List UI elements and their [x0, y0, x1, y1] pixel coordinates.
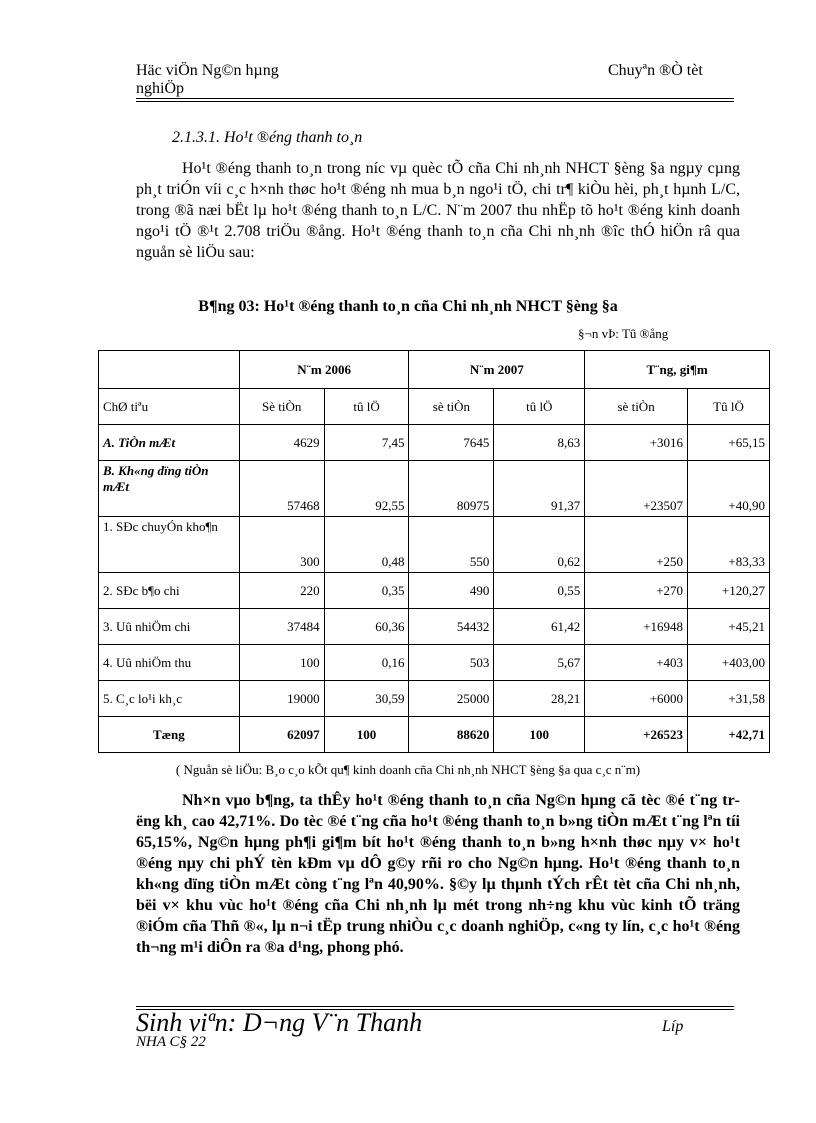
cell-amount-2007: 25000 [409, 681, 494, 717]
table-row [99, 681, 770, 717]
table-row [99, 461, 770, 517]
row-label: 4. Uû nhiÖm thu [99, 645, 240, 681]
cell-ratio-2007: 8,63 [494, 425, 585, 461]
cell-ratio-2007: 5,67 [494, 645, 585, 681]
cell-ratio-change: +65,15 [688, 425, 770, 461]
paragraph-intro [136, 158, 740, 263]
header-amount-2007: sè tiÒn [409, 389, 494, 425]
cell-ratio-2007: 0,62 [494, 517, 585, 573]
cell-ratio-2007: 100 [494, 717, 585, 753]
paragraph-analysis [136, 790, 740, 958]
cell-ratio-2006: 30,59 [324, 681, 409, 717]
cell-amount-change: +250 [585, 517, 688, 573]
header-doc-type: Chuyªn ®Ò tèt [608, 62, 703, 79]
cell-amount-2007: 503 [409, 645, 494, 681]
footer-class-code: NHA C§ 22 [136, 1034, 206, 1050]
header-indicator: ChØ tiªu [99, 389, 240, 425]
table-source: ( Nguån sè liÖu: B¸o c¸o kÕt qu¶ kinh doanh cña Chi nh¸nh NHCT §èng §a qua c¸c n¨m) [175, 762, 641, 777]
cell-ratio-change: +120,27 [688, 573, 770, 609]
table-row-total [99, 717, 770, 753]
paragraph-analysis-text: Nh×n vµo b¶ng, ta thÊy ho¹t ®éng thanh to¸n cña Ng©n hµng cã tèc ®é t¨ng trëng kh¸ cao 42,71%. Do tèc ®é t¨ng cña ho¹t ®éng thanh to¸n b»ng tiÒn mÆt t¨ng lªn tíi 65,15%, Ng©n hµng ph¶i gi¶m bít ho¹t ®éng thanh to¸n b»ng h×nh thøc nµy v× ho¹t ®éng nµy chi phÝ tèn kÐm vµ dÔ g©y rñi ro cho Ng©n hµng. Ho¹t ®éng thanh to¸n kh«ng dïng tiÒn mÆt còng t¨ng lªn 40,90%. §©y lµ thµnh tÝch rÊt tèt cña Chi nh¸nh, bëi v× khu vùc ho¹t ®éng cña Chi nh¸nh lµ mét trong nh÷ng khu vùc kinh tÕ träng ®iÓm cña Thñ ®«, lµ n¬i tËp trung nhiÒu c¸c doanh nghiÖp, c«ng ty lín, c¸c ho¹t ®éng th¬ng m¹i diÔn ra ®a d¹ng, phong phó. [136, 792, 740, 956]
header-amount-2006: Sè tiÒn [239, 389, 324, 425]
cell-ratio-change: +45,21 [688, 609, 770, 645]
header-ratio-2006: tû lÖ [324, 389, 409, 425]
header-ratio-change: Tû lÖ [688, 389, 770, 425]
header-institution [136, 62, 279, 98]
cell-amount-change: +270 [585, 573, 688, 609]
header-institution-line1: Häc viÖn Ng©n hµng [136, 62, 279, 79]
cell-ratio-2006: 7,45 [324, 425, 409, 461]
table-row [99, 425, 770, 461]
cell-ratio-2006: 60,36 [324, 609, 409, 645]
cell-ratio-change: +403,00 [688, 645, 770, 681]
table-row [99, 517, 770, 573]
cell-amount-2006: 37484 [239, 609, 324, 645]
cell-ratio-2006: 0,35 [324, 573, 409, 609]
table-header-years [99, 351, 770, 389]
cell-amount-change: +26523 [585, 717, 688, 753]
table-unit: §¬n vÞ: Tû ®ång [578, 326, 669, 341]
table-header-empty [99, 351, 240, 389]
paragraph-intro-text: Ho¹t ®éng thanh to¸n trong níc vµ quèc tÕ cña Chi nh¸nh NHCT §èng §a ngµy cµng ph¸t triÓn víi c¸c h×nh thøc ho¹t ®éng nh mua b¸n ngo¹i tÖ, chi tr¶ kiÒu hèi, ph¸t hµnh L/C, trong ®ã næi bËt lµ ho¹t ®éng thanh to¸n L/C. N¨m 2007 thu nhËp tõ ho¹t ®éng kinh doanh ngo¹i tÖ ®¹t 2.708 triÖu ®ång. Ho¹t ®éng thanh to¸n cña Chi nh¸nh ®îc thÓ hiÖn râ qua nguån sè liÖu sau: [136, 160, 740, 261]
row-label: 1. SÐc chuyÓn kho¶n [99, 517, 240, 573]
cell-ratio-2006: 0,16 [324, 645, 409, 681]
header-rule-second [136, 101, 734, 102]
cell-ratio-change: +83,33 [688, 517, 770, 573]
cell-amount-2006: 19000 [239, 681, 324, 717]
cell-amount-2006: 62097 [239, 717, 324, 753]
header-amount-change: sè tiÒn [585, 389, 688, 425]
cell-amount-2007: 490 [409, 573, 494, 609]
cell-amount-2006: 220 [239, 573, 324, 609]
cell-amount-2006: 57468 [239, 461, 324, 517]
table-title: B¶ng 03: Ho¹t ®éng thanh to¸n cña Chi nh¸nh NHCT §èng §a [198, 298, 618, 315]
cell-amount-2006: 100 [239, 645, 324, 681]
cell-ratio-2007: 28,21 [494, 681, 585, 717]
cell-amount-change: +23507 [585, 461, 688, 517]
cell-amount-2007: 88620 [409, 717, 494, 753]
cell-ratio-2007: 91,37 [494, 461, 585, 517]
cell-amount-2007: 7645 [409, 425, 494, 461]
cell-ratio-2006: 100 [324, 717, 409, 753]
cell-amount-2007: 80975 [409, 461, 494, 517]
row-label: 2. SÐc b¶o chi [99, 573, 240, 609]
cell-amount-change: +403 [585, 645, 688, 681]
cell-amount-change: +16948 [585, 609, 688, 645]
row-label: 5. C¸c lo¹i kh¸c [99, 681, 240, 717]
header-change: T¨ng, gi¶m [585, 351, 770, 389]
footer-student-name: Sinh viªn: D¬ng V¨n Thanh [136, 1008, 423, 1037]
cell-amount-change: +6000 [585, 681, 688, 717]
payment-table [98, 350, 770, 753]
header-year-2007: N¨m 2007 [409, 351, 585, 389]
row-label: 3. Uû nhiÖm chi [99, 609, 240, 645]
cell-ratio-2006: 0,48 [324, 517, 409, 573]
header-ratio-2007: tû lÖ [494, 389, 585, 425]
row-label: Tæng [99, 717, 240, 753]
cell-ratio-change: +40,90 [688, 461, 770, 517]
cell-ratio-2007: 0,55 [494, 573, 585, 609]
cell-ratio-change: +42,71 [688, 717, 770, 753]
cell-ratio-change: +31,58 [688, 681, 770, 717]
table-header-columns [99, 389, 770, 425]
row-label: A. TiÒn mÆt [99, 425, 240, 461]
table-row [99, 573, 770, 609]
cell-amount-change: +3016 [585, 425, 688, 461]
cell-ratio-2007: 61,42 [494, 609, 585, 645]
table-row [99, 645, 770, 681]
header-institution-line2: nghiÖp [136, 80, 184, 97]
header-year-2006: N¨m 2006 [239, 351, 409, 389]
cell-ratio-2006: 92,55 [324, 461, 409, 517]
footer-rule [136, 1006, 734, 1007]
section-title: 2.1.3.1. Ho¹t ®éng thanh to¸n [172, 129, 363, 146]
cell-amount-2007: 550 [409, 517, 494, 573]
header-rule [136, 98, 734, 99]
row-label: B. Kh«ng dïng tiÒn mÆt [99, 461, 240, 517]
cell-amount-2006: 4629 [239, 425, 324, 461]
cell-amount-2007: 54432 [409, 609, 494, 645]
cell-amount-2006: 300 [239, 517, 324, 573]
table-row [99, 609, 770, 645]
footer-class-label: Líp [662, 1018, 684, 1035]
